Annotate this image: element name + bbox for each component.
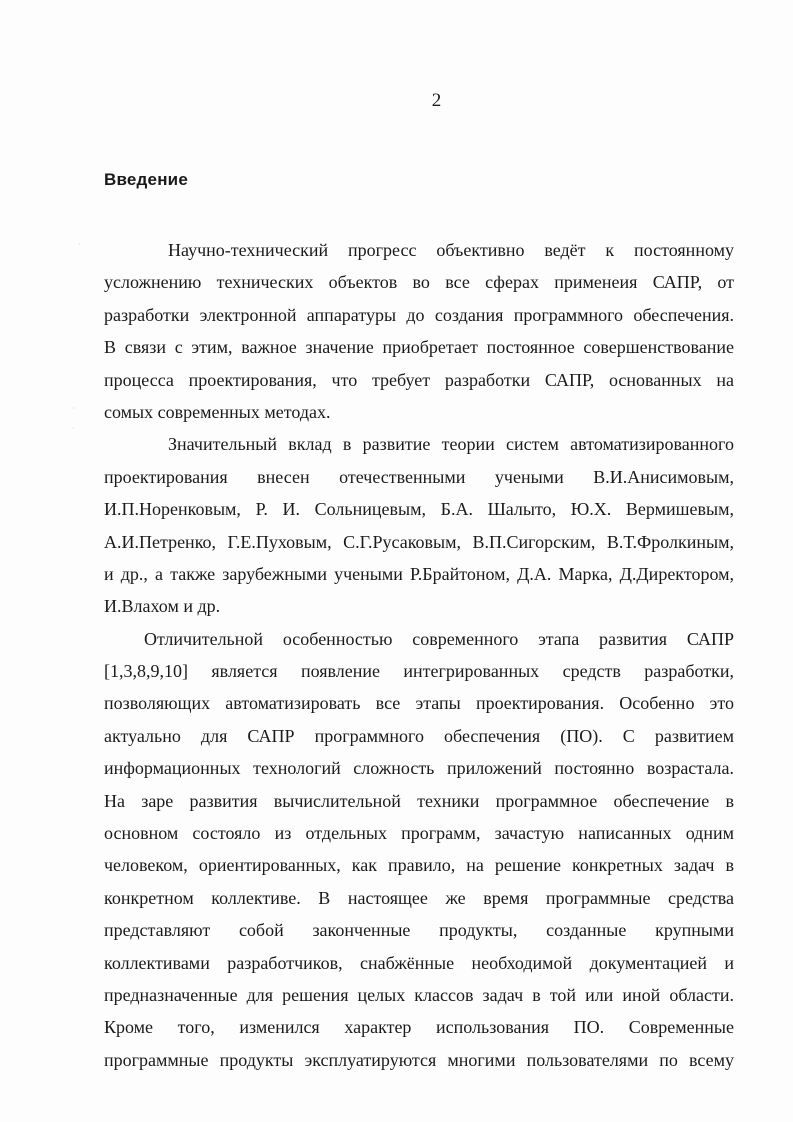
paragraph-1-line-3: разработки электронной аппаратуры до создания программного обеспечения. (104, 304, 734, 325)
paragraph-3-line-12: предназначенные для решения целых классов задач в той или иной области. (104, 984, 734, 1005)
paragraph-3-line-14: программные продукты эксплуатируются многими пользователями по всему (104, 1049, 734, 1070)
paragraph-1-line-6: сомых современных методах. (104, 401, 331, 422)
paragraph-1-line-2: усложнению технических объектов во все сферах применеия САПР, от (104, 272, 734, 293)
document-body (104, 234, 734, 1076)
paragraph-2-line-6: И.Влахом и др. (104, 596, 221, 617)
paragraph-2-line-5: и др., а также зарубежными учеными Р.Брайтоном, Д.А. Марка, Д.Директором, (104, 563, 734, 584)
paragraph-3-line-1: Отличительной особенностью современного этапа развития САПР (144, 628, 734, 649)
paragraph-3-line-6: На заре развития вычислительной техники программное обеспечение в (104, 790, 734, 811)
paragraph-3-line-3: позволяющих автоматизировать все этапы проектирования. Особенно это (104, 693, 734, 714)
paragraph-3-line-2: [1,3,8,9,10] является появление интегрированных средств разработки, (104, 661, 734, 682)
section-heading: Введение (104, 170, 188, 189)
scan-artifact: · (78, 240, 81, 249)
paragraph-2-line-1: Значительный вклад в развитие теории систем автоматизированного (168, 434, 734, 455)
paragraph-3-line-8: человеком, ориентированных, как правило, на решение конкретных задач в (104, 855, 734, 876)
paragraph-1-line-4: В связи с этим, важное значение приобретает постоянное совершенствование (104, 337, 734, 358)
paragraph-3-line-5: информационных технологий сложность приложений постоянно возрастала. (104, 758, 734, 779)
paragraph-3-line-4: актуально для САПР программного обеспечения (ПО). С развитием (104, 725, 734, 746)
paragraph-3-line-9: конкретном коллективе. В настоящее же время программные средства (104, 887, 734, 908)
paragraph-3-line-10: представляют собой законченные продукты, созданные крупными (104, 920, 734, 941)
paragraph-1-line-5: процесса проектирования, что требует разработки САПР, основанных на (104, 369, 734, 390)
scan-artifact: · (72, 424, 75, 433)
paragraph-3-line-11: коллективами разработчиков, снабжённые необходимой документацией и (104, 952, 734, 973)
paragraph-2-line-3: И.П.Норенковым, Р. И. Сольницевым, Б.А. Шалыто, Ю.Х. Вермишевым, (104, 499, 734, 520)
paragraph-2-line-4: А.И.Петренко, Г.Е.Пуховым, С.Г.Русаковым, В.П.Сигорским, В.Т.Фролкиным, (104, 531, 734, 552)
scan-artifact: · (72, 404, 75, 413)
paragraph-2-line-2: проектирования внесен отечественными учеными В.И.Анисимовым, (104, 466, 734, 487)
paragraph-1-line-1: Научно-технический прогресс объективно ведёт к постоянному (168, 240, 734, 260)
page-number: 2 (431, 90, 442, 111)
paragraph-3-line-7: основном состояло из отдельных программ, зачастую написанных одним (104, 823, 734, 844)
paragraph-3-line-13: Кроме того, изменился характер использования ПО. Современные (104, 1017, 734, 1038)
